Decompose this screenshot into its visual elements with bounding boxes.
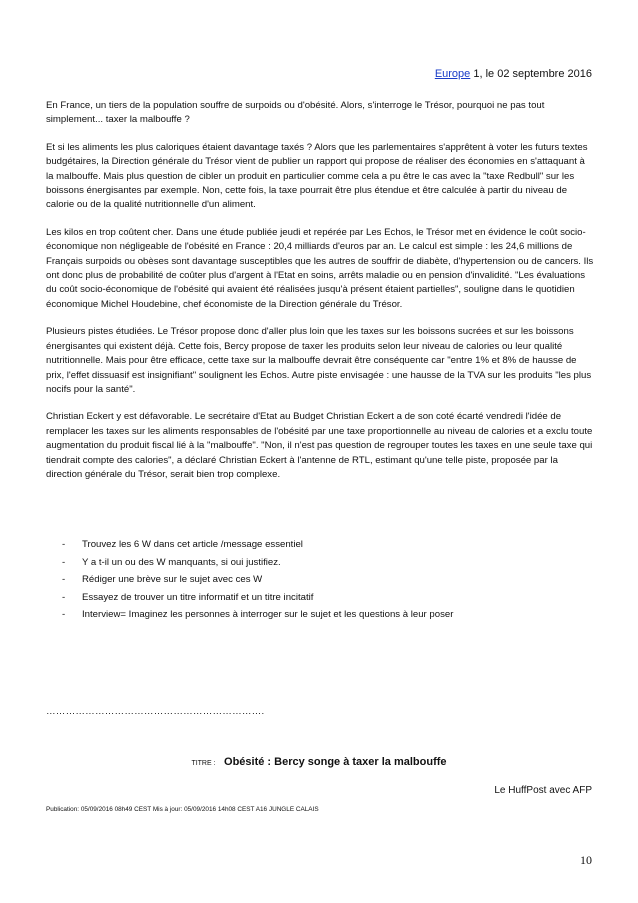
task-list <box>62 536 582 624</box>
article-author: Le HuffPost avec AFP <box>494 785 592 796</box>
source-date-line <box>435 68 592 81</box>
title-label: TITRE : <box>191 760 216 767</box>
source-link-europe[interactable]: Europe <box>434 68 471 80</box>
task-text: Rédiger une brève sur le sujet avec ces W <box>82 574 263 585</box>
article-paragraph: Plusieurs pistes étudiées. Le Trésor propose donc d'aller plus loin que les taxes sur les boissons sucrées et sur les boissons énergisantes qui existent déjà. Cette fois, Bercy propose de taxer les produits selon leur niveau de calories ou leur qualité nutritionnelle. Mais pour être efficace, cette taxe sur la malbouffe devrait être conséquente car "entre 1% et 8% de hausse de prix, l'effet dissuasif est insignifiant" soulignent les Echos. Autre piste envisagée : une hausse de la TVA sur les produits "les plus nocifs pour la santé". <box>46 326 592 395</box>
article-body <box>46 99 594 495</box>
source-date: 1, le 02 septembre 2016 <box>470 68 592 80</box>
task-item <box>62 571 582 589</box>
article-title-line <box>0 752 638 770</box>
publication-info: Publication: 05/09/2016 08h49 CEST Mis à jour: 05/09/2016 14h08 CEST A16 JUNGLE CALAIS <box>46 806 319 813</box>
page-number: 10 <box>580 853 592 867</box>
list-dash: - <box>62 556 66 568</box>
list-dash: - <box>62 591 66 603</box>
task-item <box>62 606 582 624</box>
task-text: Trouvez les 6 W dans cet article /message essentiel <box>82 539 303 550</box>
task-item <box>62 536 582 554</box>
task-text: Essayez de trouver un titre informatif et un titre incitatif <box>82 591 314 603</box>
dotted-answer-line: …………………………………………………………. <box>46 706 265 717</box>
task-text: Y a t-il un ou des W manquants, si oui justifiez. <box>82 556 281 568</box>
article-title: Obésité : Bercy songe à taxer la malbouffe <box>224 756 447 768</box>
list-dash: - <box>62 609 66 620</box>
list-dash: - <box>62 539 66 550</box>
article-paragraph: Christian Eckert y est défavorable. Le secrétaire d'Etat au Budget Christian Eckert a de son coté écarté vendredi l'idée de remplacer les taxes sur les aliments responsables de l'obésité par une taxe proportionnelle au niveau de calories et a exclu toute augmentation du produit fiscal lié à la "malbouffe". "Non, il n'est pas question de regrouper toutes les taxes en une seule taxe qui tiendrait compte des calories", a déclaré Christian Eckert à l'antenne de RTL, estimant qu'une telle piste, proposée par la direction générale du Trésor, serait bien trop complexe. <box>46 411 593 480</box>
article-paragraph: En France, un tiers de la population souffre de surpoids ou d'obésité. Alors, s'interroge le Trésor, pourquoi ne pas tout simplement... taxer la malbouffe ? <box>46 100 545 126</box>
list-dash: - <box>62 574 66 585</box>
task-item <box>62 554 582 572</box>
task-text: Interview= Imaginez les personnes à interroger sur le sujet et les questions à leur poser <box>82 609 454 620</box>
task-item <box>62 589 582 607</box>
article-paragraph: Et si les aliments les plus caloriques étaient davantage taxés ? Alors que les parlementaires s'apprêtent à voter les futurs textes budgétaires, la Direction générale du Trésor vient de publier un rapport qui propose de réaliser des économies en s'attaquant à la malbouffe. Mais plus question de cibler un produit en particulier comme cela a pu être le cas avec la "taxe Redbull" sur les boissons énergisantes par exemple. Non, cette fois, la taxe pourrait être plus étendue et être calculée à partir du niveau de calorie ou de la qualité nutritionnelle d'un aliment. <box>46 141 588 211</box>
article-paragraph: Les kilos en trop coûtent cher. Dans une étude publiée jeudi et repérée par Les Echos, le Trésor met en évidence le coût socio-économique non négligeable de l'obésité en France : 20,4 milliards d'euros par an. Le calcul est simple : les 24,6 millions de Français surpoids ou obèses sont davantage susceptibles que les autres de souffrir de diabète, d'hypertension ou de cancers. Ils ont donc plus de probabilité de coûter plus d'argent à l'Etat en soins, arrêts maladie ou en pension d'invalidité. "Les évaluations du coût socio-économique de l'obésité qui avaient été réalisées jusqu'à présent étaient partielles", souligne dans le quotidien économique Michel Houdebine, chef économiste de la Direction générale du Trésor. <box>46 226 594 310</box>
